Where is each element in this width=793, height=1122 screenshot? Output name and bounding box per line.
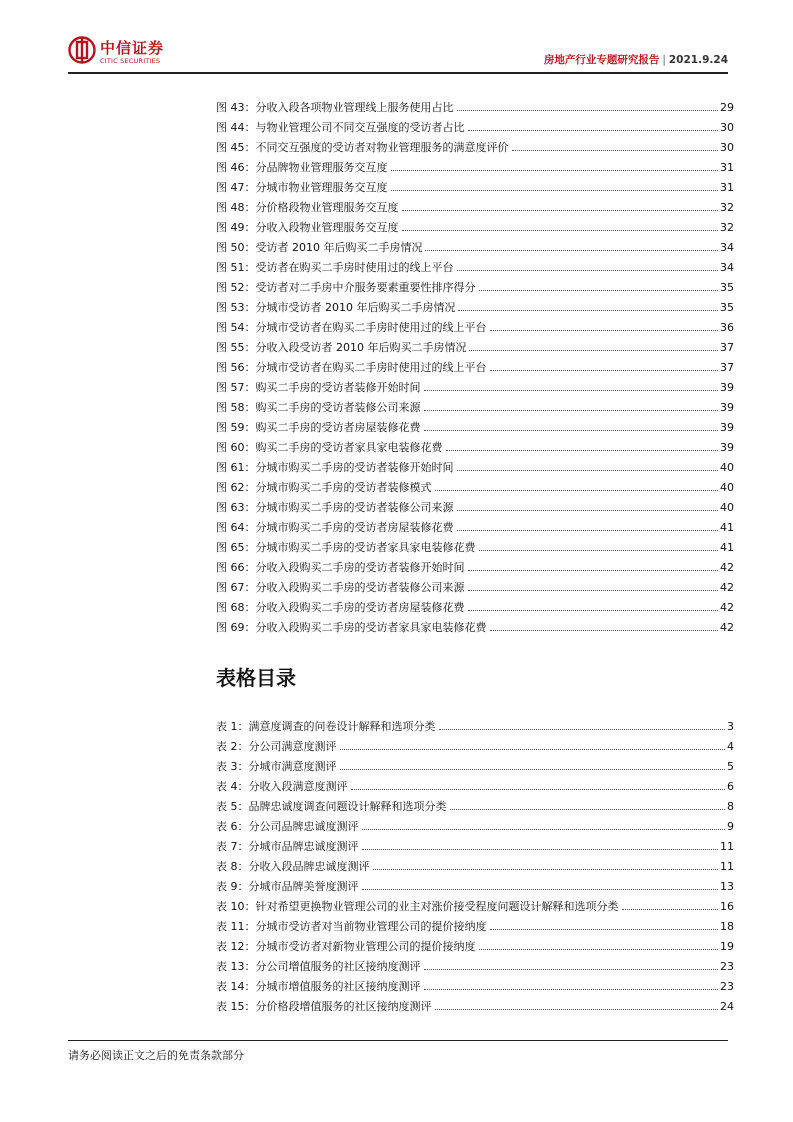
figure-entry-label: 图 65：分城市购买二手房的受访者家具家电装修花费: [216, 541, 476, 554]
figure-entry[interactable]: [216, 134, 734, 154]
dot-leader: [351, 789, 726, 790]
table-entry-page-number: 18: [720, 920, 734, 933]
table-entry-page-number: 23: [720, 980, 734, 993]
table-entry-page-number: 24: [720, 1000, 734, 1013]
table-index-title: 表格目录: [216, 666, 296, 690]
table-entry-label: 表 12：分城市受访者对新物业管理公司的提价接纳度: [216, 940, 476, 953]
figure-entry-page-number: 42: [720, 621, 734, 634]
table-entry-page-number: 13: [720, 880, 734, 893]
dot-leader: [362, 849, 719, 850]
dot-leader: [512, 150, 719, 151]
figure-entry[interactable]: [216, 414, 734, 434]
table-entry-label: 表 6：分公司品牌忠诚度测评: [216, 820, 359, 833]
figure-entry-page-number: 29: [720, 101, 734, 114]
table-entry-label: 表 11：分城市受访者对当前物业管理公司的提价接纳度: [216, 920, 487, 933]
dot-leader: [439, 729, 726, 730]
figure-entry-page-number: 39: [720, 401, 734, 414]
citic-logo-icon: [68, 36, 96, 64]
figure-entry[interactable]: [216, 514, 734, 534]
dot-leader: [457, 510, 719, 511]
figure-entry-label: 图 67：分收入段购买二手房的受访者装修公司来源: [216, 581, 465, 594]
figure-entry-label: 图 55：分收入段受访者 2010 年后购买二手房情况: [216, 341, 467, 354]
dot-leader: [490, 370, 719, 371]
figure-entry[interactable]: [216, 254, 734, 274]
dot-leader: [458, 310, 718, 311]
table-entry[interactable]: [216, 773, 734, 793]
dot-leader: [424, 430, 719, 431]
table-entry-label: 表 1：满意度调查的问卷设计解释和选项分类: [216, 720, 436, 733]
dot-leader: [424, 410, 719, 411]
dot-leader: [425, 250, 718, 251]
table-entry-label: 表 3：分城市满意度测评: [216, 760, 337, 773]
figure-entry-label: 图 69：分收入段购买二手房的受访者家具家电装修花费: [216, 621, 487, 634]
figure-entry-label: 图 44：与物业管理公司不同交互强度的受访者占比: [216, 121, 465, 134]
figure-entry-page-number: 42: [720, 561, 734, 574]
dot-leader: [446, 450, 719, 451]
figure-entry-label: 图 58：购买二手房的受访者装修公司来源: [216, 401, 421, 414]
table-entry-page-number: 4: [727, 740, 734, 753]
figure-entry[interactable]: [216, 594, 734, 614]
table-entry-page-number: 11: [720, 860, 734, 873]
figure-entry-page-number: 34: [720, 261, 734, 274]
dot-leader: [450, 809, 726, 810]
report-info: [544, 52, 728, 67]
dot-leader: [362, 829, 726, 830]
figure-entry-page-number: 41: [720, 521, 734, 534]
dot-leader: [340, 769, 726, 770]
table-entry[interactable]: [216, 993, 734, 1013]
figure-entry[interactable]: [216, 354, 734, 374]
figure-entry-page-number: 30: [720, 121, 734, 134]
dot-leader: [402, 230, 719, 231]
table-entry[interactable]: [216, 913, 734, 933]
figure-entry-label: 图 63：分城市购买二手房的受访者装修公司来源: [216, 501, 454, 514]
figure-entry-page-number: 41: [720, 541, 734, 554]
table-entry-page-number: 11: [720, 840, 734, 853]
footer-disclaimer: 请务必阅读正文之后的免责条款部分: [68, 1049, 244, 1062]
figure-entry[interactable]: [216, 274, 734, 294]
dot-leader: [490, 630, 719, 631]
dot-leader: [479, 550, 719, 551]
table-entry[interactable]: [216, 793, 734, 813]
figure-entry-page-number: 34: [720, 241, 734, 254]
dot-leader: [340, 749, 726, 750]
report-date: 2021.9.24: [668, 54, 728, 66]
figure-entry-label: 图 64：分城市购买二手房的受访者房屋装修花费: [216, 521, 454, 534]
figure-entry[interactable]: [216, 454, 734, 474]
figure-entry-label: 图 60：购买二手房的受访者家具家电装修花费: [216, 441, 443, 454]
figure-entry-page-number: 40: [720, 461, 734, 474]
figure-entry-page-number: 40: [720, 481, 734, 494]
dot-leader: [479, 949, 719, 950]
table-entry[interactable]: [216, 873, 734, 893]
figure-entry[interactable]: [216, 174, 734, 194]
figure-entry[interactable]: [216, 154, 734, 174]
figure-entry-page-number: 31: [720, 181, 734, 194]
figure-entry[interactable]: [216, 434, 734, 454]
figure-entry-label: 图 54：分城市受访者在购买二手房时使用过的线上平台: [216, 321, 487, 334]
dot-leader: [490, 929, 719, 930]
figure-entry[interactable]: [216, 374, 734, 394]
table-entry-label: 表 8：分收入段品牌忠诚度测评: [216, 860, 370, 873]
figure-entry[interactable]: [216, 494, 734, 514]
table-index: [216, 713, 734, 1013]
figure-entry[interactable]: [216, 614, 734, 634]
logo-english-text: CITIC SECURITIES: [100, 57, 161, 65]
figure-entry-page-number: 36: [720, 321, 734, 334]
dot-leader: [457, 270, 719, 271]
figure-entry[interactable]: [216, 554, 734, 574]
figure-entry-label: 图 46：分品牌物业管理服务交互度: [216, 161, 388, 174]
figure-entry-label: 图 59：购买二手房的受访者房屋装修花费: [216, 421, 421, 434]
dot-leader: [469, 350, 718, 351]
dot-leader: [457, 470, 719, 471]
dot-leader: [479, 290, 719, 291]
table-entry[interactable]: [216, 853, 734, 873]
figure-entry-label: 图 66：分收入段购买二手房的受访者装修开始时间: [216, 561, 465, 574]
figure-entry-label: 图 57：购买二手房的受访者装修开始时间: [216, 381, 421, 394]
figure-entry-label: 图 56：分城市受访者在购买二手房时使用过的线上平台: [216, 361, 487, 374]
figure-entry[interactable]: [216, 194, 734, 214]
figure-entry[interactable]: [216, 314, 734, 334]
table-entry-page-number: 3: [727, 720, 734, 733]
table-entry-label: 表 7：分城市品牌忠诚度测评: [216, 840, 359, 853]
figure-entry[interactable]: [216, 234, 734, 254]
table-entry-label: 表 13：分公司增值服务的社区接纳度测评: [216, 960, 421, 973]
figure-entry-page-number: 31: [720, 161, 734, 174]
dot-leader: [435, 490, 719, 491]
dot-leader: [391, 190, 719, 191]
figure-entry-page-number: 39: [720, 381, 734, 394]
figure-entry-page-number: 42: [720, 601, 734, 614]
table-entry-label: 表 5：品牌忠诚度调查问题设计解释和选项分类: [216, 800, 447, 813]
header-divider: [68, 72, 728, 74]
figure-entry-label: 图 48：分价格段物业管理服务交互度: [216, 201, 399, 214]
table-entry-label: 表 9：分城市品牌美誉度测评: [216, 880, 359, 893]
table-entry-page-number: 19: [720, 940, 734, 953]
figure-entry-label: 图 49：分收入段物业管理服务交互度: [216, 221, 399, 234]
table-entry[interactable]: [216, 953, 734, 973]
header-separator: |: [662, 54, 666, 66]
table-entry[interactable]: [216, 933, 734, 953]
dot-leader: [362, 889, 719, 890]
dot-leader: [468, 130, 719, 131]
logo-chinese-text: 中信证券: [100, 39, 165, 57]
table-entry-label: 表 2：分公司满意度测评: [216, 740, 337, 753]
figure-entry-label: 图 50：受访者 2010 年后购买二手房情况: [216, 241, 423, 254]
figure-entry-page-number: 32: [720, 201, 734, 214]
figure-entry-page-number: 30: [720, 141, 734, 154]
figure-entry[interactable]: [216, 534, 734, 554]
figure-entry-page-number: 39: [720, 421, 734, 434]
figure-entry-page-number: 37: [720, 361, 734, 374]
dot-leader: [468, 590, 719, 591]
figure-entry[interactable]: [216, 474, 734, 494]
dot-leader: [457, 530, 719, 531]
table-entry[interactable]: [216, 813, 734, 833]
figure-entry-label: 图 45：不同交互强度的受访者对物业管理服务的满意度评价: [216, 141, 509, 154]
table-entry[interactable]: [216, 973, 734, 993]
figure-entry-label: 图 47：分城市物业管理服务交互度: [216, 181, 388, 194]
figure-entry-label: 图 53：分城市受访者 2010 年后购买二手房情况: [216, 301, 456, 314]
figure-entry-label: 图 61：分城市购买二手房的受访者装修开始时间: [216, 461, 454, 474]
table-entry-page-number: 8: [727, 800, 734, 813]
table-entry-page-number: 9: [727, 820, 734, 833]
figure-index: [216, 94, 734, 634]
figure-entry-label: 图 43：分收入段各项物业管理线上服务使用占比: [216, 101, 454, 114]
dot-leader: [457, 110, 719, 111]
figure-entry-label: 图 68：分收入段购买二手房的受访者房屋装修花费: [216, 601, 465, 614]
figure-entry[interactable]: [216, 574, 734, 594]
figure-entry-label: 图 52：受访者对二手房中介服务要素重要性排序得分: [216, 281, 476, 294]
dot-leader: [424, 390, 719, 391]
table-entry-label: 表 14：分城市增值服务的社区接纳度测评: [216, 980, 421, 993]
dot-leader: [391, 170, 719, 171]
figure-entry-page-number: 35: [720, 301, 734, 314]
table-entry[interactable]: [216, 833, 734, 853]
figure-entry-label: 图 62：分城市购买二手房的受访者装修模式: [216, 481, 432, 494]
table-entry-page-number: 23: [720, 960, 734, 973]
dot-leader: [435, 1009, 719, 1010]
figure-entry-page-number: 40: [720, 501, 734, 514]
figure-entry-page-number: 37: [720, 341, 734, 354]
dot-leader: [402, 210, 719, 211]
figure-entry-page-number: 32: [720, 221, 734, 234]
figure-entry-label: 图 51：受访者在购买二手房时使用过的线上平台: [216, 261, 454, 274]
figure-entry[interactable]: [216, 94, 734, 114]
table-entry[interactable]: [216, 733, 734, 753]
figure-entry[interactable]: [216, 214, 734, 234]
dot-leader: [490, 330, 719, 331]
table-entry-page-number: 16: [720, 900, 734, 913]
dot-leader: [468, 610, 719, 611]
table-entry[interactable]: [216, 893, 734, 913]
dot-leader: [424, 989, 719, 990]
table-entry-page-number: 6: [727, 780, 734, 793]
dot-leader: [468, 570, 719, 571]
figure-entry[interactable]: [216, 394, 734, 414]
figure-entry[interactable]: [216, 294, 734, 314]
table-entry-label: 表 10：针对希望更换物业管理公司的业主对涨价接受程度问题设计解释和选项分类: [216, 900, 619, 913]
report-series: 房地产行业专题研究报告: [543, 54, 660, 66]
footer-divider: [68, 1040, 728, 1041]
table-entry-label: 表 15：分价格段增值服务的社区接纳度测评: [216, 1000, 432, 1013]
table-entry[interactable]: [216, 713, 734, 733]
table-entry-page-number: 5: [727, 760, 734, 773]
figure-entry-page-number: 39: [720, 441, 734, 454]
figure-entry-page-number: 42: [720, 581, 734, 594]
table-entry[interactable]: [216, 753, 734, 773]
figure-entry-page-number: 35: [720, 281, 734, 294]
dot-leader: [622, 909, 719, 910]
figure-entry[interactable]: [216, 334, 734, 354]
dot-leader: [424, 969, 719, 970]
figure-entry[interactable]: [216, 114, 734, 134]
dot-leader: [373, 869, 719, 870]
table-entry-label: 表 4：分收入段满意度测评: [216, 780, 348, 793]
